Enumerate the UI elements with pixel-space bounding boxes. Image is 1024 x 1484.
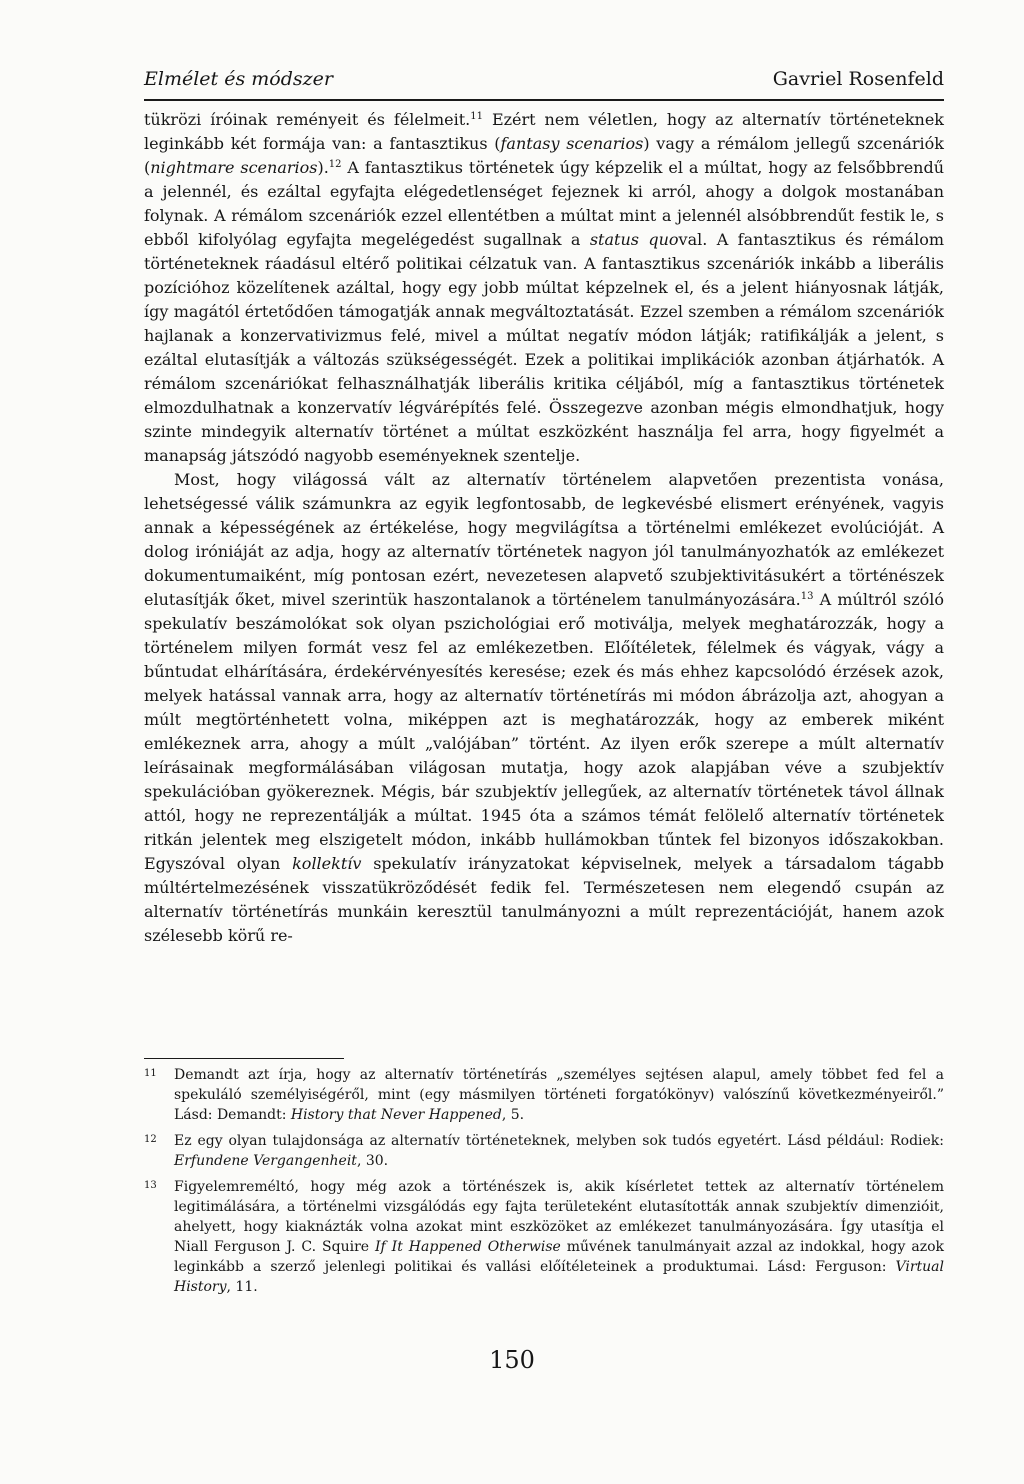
footnote-text: Demandt azt írja, hogy az alternatív történetírás „személyes sejtésen alapul, amely többet fed fel a spekuláló személyiségéről, mint (egy másmilyen történeti forgatókönyv) valószínű következményeiről.” Lásd: Demandt: History that Never Happened, 5. [174, 1067, 944, 1123]
paragraph: tükrözi íróinak reményeit és félelmeit.$^{11}$ Ezért nem véletlen, hogy az alternatív történeteknek leginkább két formája van: a fantasztikus (fantasy scenarios) vagy a rémálom jellegű szcenáriók (nightmare scenarios).$^{12}$ A fantasztikus történetek úgy képzelik el a múltat, hogy az felsőbbrendű a jelennél, és ezáltal egyfajta elégedetlenséget fejeznek ki arról, ahogy a dolgok mostanában folynak. A rémálom szcenáriók ezzel ellentétben a múltat mint a jelennél alsóbbrendűt festik le, s ebből kifolyólag egyfajta megelégedést sugallnak a status quoval. A fantasztikus és rémálom történeteknek ráadásul eltérő politikai célzatuk van. A fantasztikus szcenáriók inkább a liberális pozícióhoz közelítenek azáltal, hogy egy jobb múltat képzelnek el, és a jelent hiányosnak látják, így magától értetődően támogatják annak megváltoztatását. Ezzel szemben a rémálom szcenáriók hajlanak a konzervativizmus felé, mivel a múltat negatív módon látják; ratifikálják a jelent, s ezáltal elutasítják a változás szükségességét. Ezek a politikai implikációk azonban átjárhatók. A rémálom szcenáriókat felhasználhatják liberális kritika céljából, míg a fantasztikus történetek elmozdulhatnak a konzervatív légvárépítés felé. Összegezve azonban mégis elmondhatjuk, hogy szinte mindegyik alternatív történet a múltat eszközként használja fel arra, hogy figyelmét a manapság játszódó nagyobb eseményeknek szentelje. [144, 110, 945, 465]
header-author: Gavriel Rosenfeld [772, 68, 944, 90]
running-header [144, 68, 944, 90]
footnotes [144, 1065, 944, 1303]
paragraph: Most, hogy világossá vált az alternatív történelem alapvetően prezentista vonása, lehetségessé válik számunkra az egyik legfontosabb, de legkevésbé elismert erényének, vagyis annak a képességének az értékelése, hogy megvilágítsa a történelmi emlékezet evolúcióját. A dolog iróniáját az adja, hogy az alternatív történetek nagyon jól tanulmányozhatók az emlékezet dokumentumaiként, míg pontosan ezért, nevezetesen alapvető szubjektivitásukért a történészek elutasítják őket, mivel szerintük haszontalanok a történelem tanulmányozására.$^{13}$ A múltról szóló spekulatív beszámolókat sok olyan pszichológiai erő motiválja, melyek meghatározzák, hogy a történelem milyen formát vesz fel az emlékezetben. Előítéletek, félelmek és vágyak, vágy a bűntudat elhárítására, érdekérvényesítés keresése; ezek és más ehhez kapcsolódó érzések azok, melyek hatással vannak arra, hogy az alternatív történetírás mi módon ábrázolja azt, ahogyan a múlt megtörténhetett volna, miképpen azt is meghatározzák, hogy az emberek miként emlékeznek arra, ahogy a múlt „valójában” történt. Az ilyen erők szerepe a múlt alternatív leírásainak megformálásában világosan mutatja, hogy azok alapjában véve a szubjektív spekulációban gyökereznek. Mégis, bár szubjektív jellegűek, az alternatív történetek távol állnak attól, hogy ne reprezentálják a múltat. 1945 óta a számos témát felölelő alternatív történetek ritkán jelentek meg elszigetelt módon, inkább hullámokban tűntek fel bizonyos időszakokban. Egyszóval olyan kollektív spekulatív irányzatokat képviselnek, melyek a társadalom tágabb múltértelmezésének visszatükröződését fedik fel. Természetesen nem elegendő csupán az alternatív történetírás munkáin keresztül tanulmányozni a múlt reprezentációját, hanem azok szélesebb körű re- [144, 470, 945, 945]
footnote-number: 13 [144, 1180, 157, 1191]
footnote-divider [144, 1058, 344, 1059]
footnote-number: 12 [144, 1134, 157, 1145]
footnote [144, 1177, 944, 1297]
footnote-number: 11 [144, 1068, 157, 1079]
footnote-text: Ez egy olyan tulajdonsága az alternatív történeteknek, melyben sok tudós egyetért. Lásd például: Rodiek: Erfundene Vergangenheit, 30. [174, 1133, 944, 1169]
footnote-ref: 13 [800, 591, 814, 602]
header-divider [144, 99, 944, 101]
body-text [144, 108, 944, 948]
footnote-ref: 11 [470, 111, 483, 122]
page-number: 150 [489, 1346, 535, 1374]
footnote-text: Figyelemreméltó, hogy még azok a történészek is, akik kísérletet tettek az alternatív történelem legitimálására, a történelmi vizsgálódás egy fajta területeként elutasították annak szubjektív dimenzióit, ahelyett, hogy kiaknázták volna azokat mint eszközöket az emlékezet tanulmányozására. Így utasítja el Niall Ferguson J. C. Squire If It Happened Otherwise művének tanulmányait azzal az indokkal, hogy azok leginkább a szerző jelenlegi politikai és vallási előítéleteinek a produktumai. Lásd: Ferguson: Virtual History, 11. [174, 1179, 944, 1295]
footnote [144, 1065, 944, 1125]
footnote-ref: 12 [328, 159, 342, 170]
footnote [144, 1131, 944, 1171]
header-section-title: Elmélet és módszer [144, 68, 333, 90]
